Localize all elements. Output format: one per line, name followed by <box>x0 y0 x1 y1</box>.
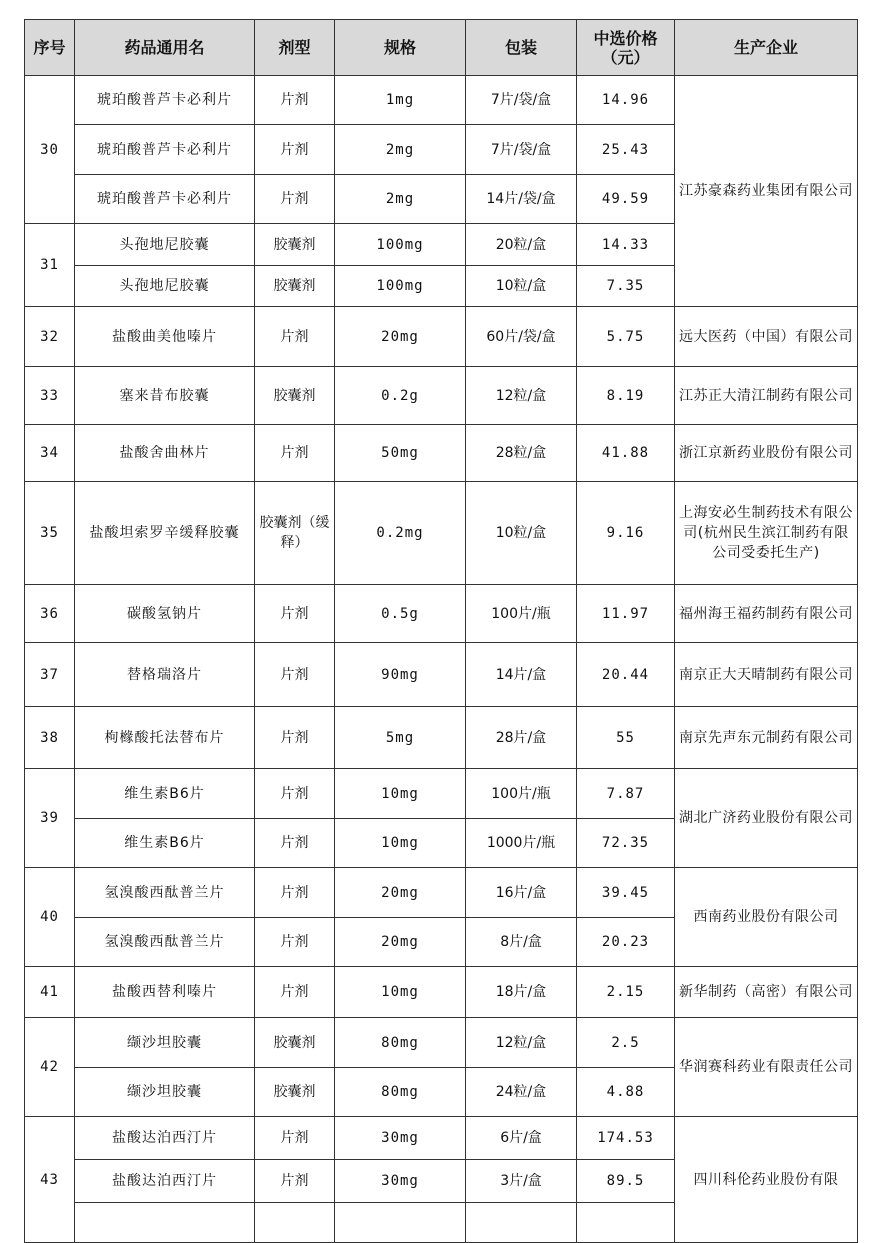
selected-price: 2.5 <box>577 1018 675 1068</box>
row-number: 33 <box>25 367 75 425</box>
manufacturer: 西南药业股份有限公司 <box>675 868 858 967</box>
drug-name: 氢溴酸西酞普兰片 <box>75 918 255 967</box>
table-row <box>25 1018 858 1068</box>
packaging <box>466 1203 577 1243</box>
dosage-form: 片剂 <box>255 125 335 175</box>
drug-name: 头孢地尼胶囊 <box>75 266 255 307</box>
row-number: 35 <box>25 482 75 585</box>
selected-price: 11.97 <box>577 585 675 643</box>
packaging: 10粒/盒 <box>466 482 577 585</box>
dosage-form <box>255 1203 335 1243</box>
packaging: 28片/盒 <box>466 707 577 769</box>
selected-price: 4.88 <box>577 1068 675 1117</box>
selected-price: 89.5 <box>577 1160 675 1203</box>
manufacturer: 南京正大天晴制药有限公司 <box>675 643 858 707</box>
drug-name: 头孢地尼胶囊 <box>75 224 255 266</box>
specification: 0.2mg <box>335 482 466 585</box>
table-row <box>25 367 858 425</box>
specification: 0.5g <box>335 585 466 643</box>
specification: 100mg <box>335 224 466 266</box>
selected-price: 49.59 <box>577 175 675 224</box>
table-row <box>25 76 858 125</box>
packaging: 7片/袋/盒 <box>466 125 577 175</box>
dosage-form: 胶囊剂 <box>255 224 335 266</box>
packaging: 12粒/盒 <box>466 367 577 425</box>
dosage-form: 胶囊剂 <box>255 1018 335 1068</box>
table-row <box>25 482 858 585</box>
row-number: 43 <box>25 1117 75 1243</box>
packaging: 3片/盒 <box>466 1160 577 1203</box>
drug-name: 盐酸达泊西汀片 <box>75 1117 255 1160</box>
specification: 10mg <box>335 967 466 1018</box>
drug-name: 缬沙坦胶囊 <box>75 1018 255 1068</box>
dosage-form: 片剂 <box>255 918 335 967</box>
row-number: 34 <box>25 425 75 482</box>
dosage-form: 片剂 <box>255 868 335 918</box>
manufacturer: 江苏正大清江制药有限公司 <box>675 367 858 425</box>
specification: 20mg <box>335 868 466 918</box>
row-number: 38 <box>25 707 75 769</box>
specification: 10mg <box>335 819 466 868</box>
selected-price: 72.35 <box>577 819 675 868</box>
specification <box>335 1203 466 1243</box>
manufacturer: 远大医药（中国）有限公司 <box>675 307 858 367</box>
packaging: 12粒/盒 <box>466 1018 577 1068</box>
selected-price: 55 <box>577 707 675 769</box>
table-row <box>25 1117 858 1160</box>
table-row <box>25 425 858 482</box>
drug-name: 塞来昔布胶囊 <box>75 367 255 425</box>
packaging: 100片/瓶 <box>466 769 577 819</box>
specification: 0.2g <box>335 367 466 425</box>
dosage-form: 胶囊剂 <box>255 266 335 307</box>
col-header-price: 中选价格（元） <box>577 20 675 76</box>
manufacturer: 浙江京新药业股份有限公司 <box>675 425 858 482</box>
col-header-no: 序号 <box>25 20 75 76</box>
row-number: 32 <box>25 307 75 367</box>
packaging: 10粒/盒 <box>466 266 577 307</box>
row-number: 41 <box>25 967 75 1018</box>
selected-price: 8.19 <box>577 367 675 425</box>
specification: 20mg <box>335 307 466 367</box>
row-number: 42 <box>25 1018 75 1117</box>
table-row <box>25 868 858 918</box>
selected-price: 20.44 <box>577 643 675 707</box>
packaging: 1000片/瓶 <box>466 819 577 868</box>
packaging: 14片/袋/盒 <box>466 175 577 224</box>
drug-name: 维生素B6片 <box>75 769 255 819</box>
dosage-form: 片剂 <box>255 585 335 643</box>
col-header-manufacturer: 生产企业 <box>675 20 858 76</box>
dosage-form: 片剂 <box>255 643 335 707</box>
drug-name: 盐酸舍曲林片 <box>75 425 255 482</box>
dosage-form: 胶囊剂 <box>255 367 335 425</box>
manufacturer: 华润赛科药业有限责任公司 <box>675 1018 858 1117</box>
dosage-form: 片剂 <box>255 1117 335 1160</box>
packaging: 18片/盒 <box>466 967 577 1018</box>
dosage-form: 片剂 <box>255 307 335 367</box>
dosage-form: 胶囊剂 <box>255 1068 335 1117</box>
packaging: 28粒/盒 <box>466 425 577 482</box>
specification: 100mg <box>335 266 466 307</box>
selected-price: 5.75 <box>577 307 675 367</box>
dosage-form: 片剂 <box>255 175 335 224</box>
table-row <box>25 307 858 367</box>
drug-name: 维生素B6片 <box>75 819 255 868</box>
dosage-form: 片剂 <box>255 1160 335 1203</box>
table-body <box>25 76 858 1243</box>
selected-price: 7.87 <box>577 769 675 819</box>
selected-price: 39.45 <box>577 868 675 918</box>
drug-name: 琥珀酸普芦卡必利片 <box>75 76 255 125</box>
table-row <box>25 769 858 819</box>
dosage-form: 片剂 <box>255 769 335 819</box>
packaging: 24粒/盒 <box>466 1068 577 1117</box>
dosage-form: 片剂 <box>255 707 335 769</box>
selected-price: 9.16 <box>577 482 675 585</box>
row-number: 36 <box>25 585 75 643</box>
specification: 90mg <box>335 643 466 707</box>
drug-name: 替格瑞洛片 <box>75 643 255 707</box>
specification: 30mg <box>335 1117 466 1160</box>
selected-price <box>577 1203 675 1243</box>
drug-name: 盐酸坦索罗辛缓释胶囊 <box>75 482 255 585</box>
packaging: 8片/盒 <box>466 918 577 967</box>
selected-price: 2.15 <box>577 967 675 1018</box>
col-header-dosage-form: 剂型 <box>255 20 335 76</box>
packaging: 20粒/盒 <box>466 224 577 266</box>
dosage-form: 片剂 <box>255 76 335 125</box>
row-number: 37 <box>25 643 75 707</box>
row-number: 40 <box>25 868 75 967</box>
manufacturer: 南京先声东元制药有限公司 <box>675 707 858 769</box>
specification: 80mg <box>335 1068 466 1117</box>
row-number: 39 <box>25 769 75 868</box>
selected-price: 14.33 <box>577 224 675 266</box>
specification: 80mg <box>335 1018 466 1068</box>
packaging: 100片/瓶 <box>466 585 577 643</box>
header-row <box>25 20 858 76</box>
specification: 30mg <box>335 1160 466 1203</box>
packaging: 16片/盒 <box>466 868 577 918</box>
drug-name: 盐酸西替利嗪片 <box>75 967 255 1018</box>
packaging: 6片/盒 <box>466 1117 577 1160</box>
manufacturer: 上海安必生制药技术有限公司(杭州民生滨江制药有限公司受委托生产) <box>675 482 858 585</box>
specification: 2mg <box>335 125 466 175</box>
dosage-form: 片剂 <box>255 967 335 1018</box>
procurement-table <box>24 19 858 1243</box>
table-row <box>25 707 858 769</box>
drug-name: 缬沙坦胶囊 <box>75 1068 255 1117</box>
manufacturer: 江苏豪森药业集团有限公司 <box>675 76 858 307</box>
packaging: 7片/袋/盒 <box>466 76 577 125</box>
manufacturer: 新华制药（高密）有限公司 <box>675 967 858 1018</box>
row-number: 31 <box>25 224 75 307</box>
selected-price: 7.35 <box>577 266 675 307</box>
specification: 5mg <box>335 707 466 769</box>
drug-name: 枸橼酸托法替布片 <box>75 707 255 769</box>
table-row <box>25 643 858 707</box>
selected-price: 14.96 <box>577 76 675 125</box>
drug-name: 氢溴酸西酞普兰片 <box>75 868 255 918</box>
selected-price: 25.43 <box>577 125 675 175</box>
row-number: 30 <box>25 76 75 224</box>
dosage-form: 片剂 <box>255 425 335 482</box>
drug-name: 盐酸达泊西汀片 <box>75 1160 255 1203</box>
packaging: 60片/袋/盒 <box>466 307 577 367</box>
specification: 1mg <box>335 76 466 125</box>
selected-price: 20.23 <box>577 918 675 967</box>
drug-name: 琥珀酸普芦卡必利片 <box>75 175 255 224</box>
drug-name: 琥珀酸普芦卡必利片 <box>75 125 255 175</box>
dosage-form: 胶囊剂（缓释） <box>255 482 335 585</box>
manufacturer: 四川科伦药业股份有限 <box>675 1117 858 1243</box>
manufacturer: 湖北广济药业股份有限公司 <box>675 769 858 868</box>
drug-name <box>75 1203 255 1243</box>
col-header-drug-name: 药品通用名 <box>75 20 255 76</box>
dosage-form: 片剂 <box>255 819 335 868</box>
manufacturer: 福州海王福药制药有限公司 <box>675 585 858 643</box>
specification: 50mg <box>335 425 466 482</box>
selected-price: 174.53 <box>577 1117 675 1160</box>
drug-name: 碳酸氢钠片 <box>75 585 255 643</box>
table-row <box>25 967 858 1018</box>
specification: 10mg <box>335 769 466 819</box>
col-header-packaging: 包装 <box>466 20 577 76</box>
drug-name: 盐酸曲美他嗪片 <box>75 307 255 367</box>
packaging: 14片/盒 <box>466 643 577 707</box>
specification: 20mg <box>335 918 466 967</box>
selected-price: 41.88 <box>577 425 675 482</box>
col-header-spec: 规格 <box>335 20 466 76</box>
specification: 2mg <box>335 175 466 224</box>
table-row <box>25 585 858 643</box>
